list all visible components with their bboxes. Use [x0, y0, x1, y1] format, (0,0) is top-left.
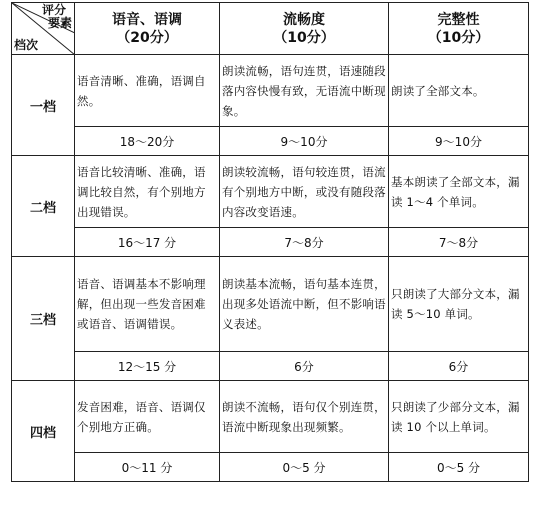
col-header-title: 完整性: [437, 11, 480, 28]
completeness-score: 9～10分: [389, 127, 529, 156]
diagonal-header-cell: [12, 3, 75, 55]
level-row: [12, 257, 529, 352]
level-label: 一档: [12, 55, 75, 156]
score-row: [12, 228, 529, 257]
col-header-completeness: [389, 3, 529, 55]
diag-label-factor: 要素: [48, 16, 73, 30]
rubric-table: [11, 2, 529, 482]
fluency-desc: 朗读基本流畅，语句基本连贯，出现多处语流中断，但不影响语义表述。: [220, 257, 389, 352]
level-row: [12, 156, 529, 228]
fluency-score: 6分: [220, 352, 389, 381]
fluency-score: 7～8分: [220, 228, 389, 257]
completeness-desc: 基本朗读了全部文本，漏读 1～4 个单词。: [389, 156, 529, 228]
pronunciation-score: 0～11 分: [75, 453, 220, 482]
completeness-score: 6分: [389, 352, 529, 381]
level-label: 四档: [12, 381, 75, 482]
pronunciation-score: 18～20分: [75, 127, 220, 156]
score-row: [12, 352, 529, 381]
col-header-points: （20分）: [116, 29, 178, 46]
pronunciation-desc: 语音、语调基本不影响理解，但出现一些发音困难或语音、语调错误。: [75, 257, 220, 352]
col-header-pronunciation: [75, 3, 220, 55]
col-header-title: 语音、语调: [112, 11, 182, 28]
completeness-desc: 朗读了全部文本。: [389, 55, 529, 127]
level-row: [12, 381, 529, 453]
pronunciation-score: 16～17 分: [75, 228, 220, 257]
col-header-fluency: [220, 3, 389, 55]
level-label: 三档: [12, 257, 75, 381]
scoring-rubric: [11, 2, 528, 482]
completeness-desc: 只朗读了大部分文本，漏读 5～10 单词。: [389, 257, 529, 352]
level-label: 二档: [12, 156, 75, 257]
header-row: [12, 3, 529, 55]
level-row: [12, 55, 529, 127]
fluency-score: 9～10分: [220, 127, 389, 156]
fluency-score: 0～5 分: [220, 453, 389, 482]
diag-label-level: 档次: [14, 38, 39, 52]
col-header-points: （10分）: [427, 29, 490, 46]
diag-label-score: 评分: [42, 3, 67, 17]
col-header-title: 流畅度: [283, 11, 325, 28]
completeness-desc: 只朗读了少部分文本，漏读 10 个以上单词。: [389, 381, 529, 453]
score-row: [12, 127, 529, 156]
col-header-points: （10分）: [273, 29, 335, 46]
completeness-score: 0～5 分: [389, 453, 529, 482]
fluency-desc: 朗读较流畅，语句较连贯，语流有个别地方中断，或没有随段落内容改变语速。: [220, 156, 389, 228]
pronunciation-desc: 语音比较清晰、准确，语调比较自然，有个别地方出现错误。: [75, 156, 220, 228]
score-row: [12, 453, 529, 482]
completeness-score: 7～8分: [389, 228, 529, 257]
fluency-desc: 朗读不流畅，语句仅个别连贯，语流中断现象出现频繁。: [220, 381, 389, 453]
pronunciation-desc: 语音清晰、准确，语调自然。: [75, 55, 220, 127]
pronunciation-score: 12～15 分: [75, 352, 220, 381]
fluency-desc: 朗读流畅，语句连贯，语速随段落内容快慢有致，无语流中断现象。: [220, 55, 389, 127]
pronunciation-desc: 发音困难，语音、语调仅个别地方正确。: [75, 381, 220, 453]
